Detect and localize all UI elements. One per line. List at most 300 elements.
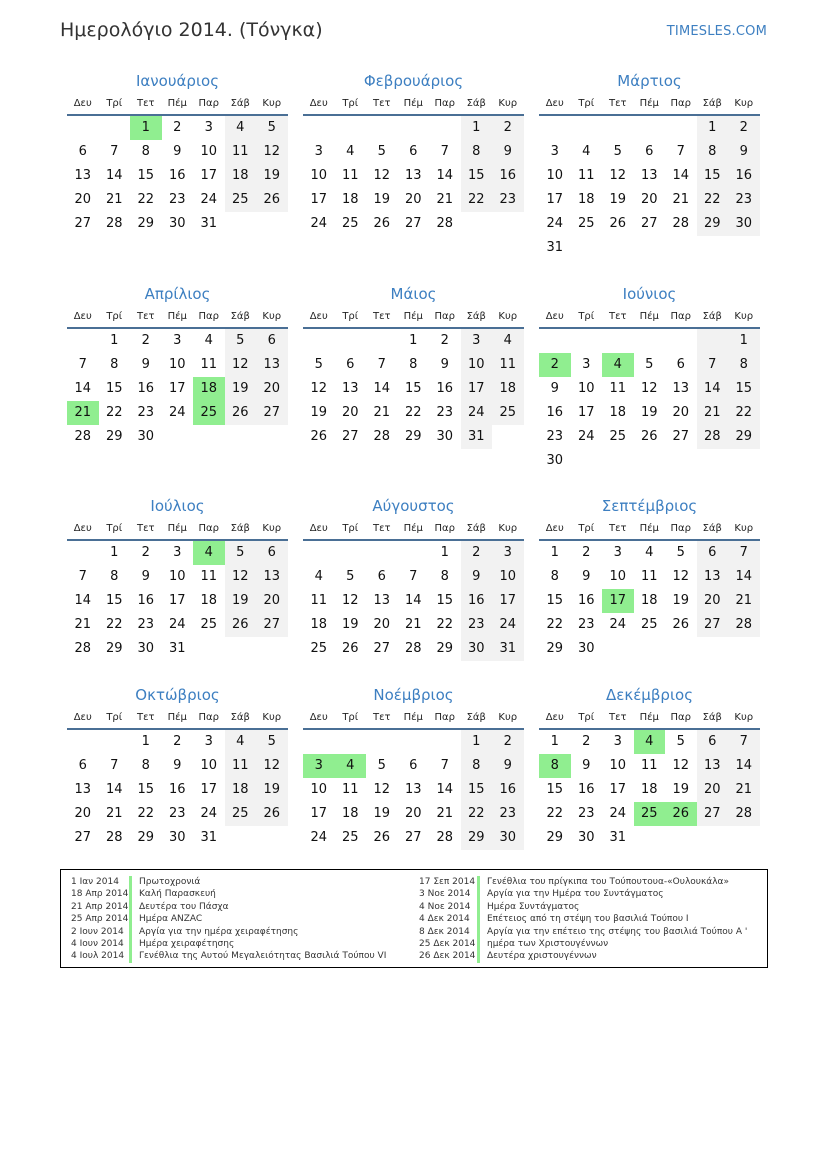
- empty-cell: [193, 637, 225, 661]
- day-cell: 11: [310, 593, 328, 608]
- day-cell: 15: [137, 168, 155, 183]
- weekday-label: Κυρ: [498, 523, 518, 534]
- day-cell: 15: [546, 593, 564, 608]
- day-cell: 14: [672, 168, 690, 183]
- empty-cell: [303, 541, 335, 565]
- days-grid: [539, 116, 760, 260]
- weekday-label: Σάβ: [702, 712, 722, 723]
- day-cell: 11: [640, 758, 658, 773]
- weekday-label: Σάβ: [230, 523, 250, 534]
- holiday-row: [71, 926, 386, 938]
- day-cell: 2: [461, 541, 493, 565]
- day-cell: 14: [74, 593, 92, 608]
- day-cell: 28: [697, 425, 729, 449]
- days-grid: [303, 329, 524, 449]
- weekday-label: Τρί: [578, 311, 595, 322]
- day-cell: 20: [697, 589, 729, 613]
- day-cell: 27: [404, 830, 422, 845]
- holiday-marker: [477, 876, 480, 888]
- weekday-label: Τρί: [106, 523, 123, 534]
- day-cell: 7: [697, 353, 729, 377]
- day-cell: 2: [141, 333, 150, 348]
- day-cell: 29: [105, 641, 123, 656]
- day-cell: 25: [225, 188, 257, 212]
- day-cell: 17: [200, 168, 218, 183]
- day-cell: 27: [74, 216, 92, 231]
- weekday-label: Σάβ: [466, 98, 486, 109]
- day-cell: 1: [110, 545, 119, 560]
- empty-cell: [665, 236, 697, 260]
- empty-cell: [303, 116, 335, 140]
- day-cell: 21: [728, 589, 760, 613]
- empty-cell: [697, 826, 729, 850]
- day-cell: 15: [137, 782, 155, 797]
- days-grid: [303, 730, 524, 850]
- day-cell: 24: [310, 216, 328, 231]
- empty-cell: [335, 541, 367, 565]
- holidays-column-left: [71, 876, 386, 963]
- weekday-label: Δευ: [545, 98, 564, 109]
- month-calendar: [303, 495, 524, 661]
- day-cell: 14: [436, 782, 454, 797]
- day-cell: 6: [346, 357, 355, 372]
- day-cell: 7: [110, 758, 119, 773]
- day-cell: 8: [110, 569, 119, 584]
- day-cell: 6: [256, 541, 288, 565]
- weekday-header: [67, 706, 288, 730]
- weekday-header: [303, 92, 524, 116]
- day-cell: 22: [404, 405, 422, 420]
- page-title: Ημερολόγιο 2014. (Τόνγκα): [60, 19, 323, 41]
- day-cell: 24: [577, 429, 595, 444]
- day-cell: 20: [74, 192, 92, 207]
- day-cell: 13: [341, 381, 359, 396]
- weekday-label: Παρ: [670, 712, 691, 723]
- day-cell: 6: [645, 144, 654, 159]
- day-cell: 19: [310, 405, 328, 420]
- holiday-marker: [129, 888, 132, 900]
- day-cell: 18: [609, 405, 627, 420]
- day-cell: 26: [373, 830, 391, 845]
- day-cell: 6: [697, 541, 729, 565]
- day-cell: 8: [461, 754, 493, 778]
- weekday-label: Κυρ: [498, 712, 518, 723]
- weekday-label: Σάβ: [702, 98, 722, 109]
- day-cell: 20: [341, 405, 359, 420]
- holiday-name: Επέτειος από τη στέψη του βασιλιά Τούπου I: [487, 914, 689, 925]
- day-cell: 22: [546, 806, 564, 821]
- empty-cell: [256, 826, 288, 850]
- day-cell: 27: [672, 429, 690, 444]
- holiday-name: Αργία για την Ημέρα του Συντάγματος: [487, 889, 664, 900]
- day-cell: 8: [461, 140, 493, 164]
- day-cell: 2: [173, 734, 182, 749]
- holiday-date: 3 Νοε 2014: [419, 889, 471, 900]
- weekday-label: Κυρ: [734, 311, 754, 322]
- day-cell: 15: [461, 164, 493, 188]
- weekday-label: Τετ: [372, 523, 391, 534]
- day-cell: 6: [78, 144, 87, 159]
- holiday-name: Ημέρα ANZAC: [139, 914, 203, 925]
- day-cell: 4: [492, 329, 524, 353]
- day-cell: 23: [137, 405, 155, 420]
- weekday-label: Σάβ: [230, 712, 250, 723]
- day-cell: 21: [672, 192, 690, 207]
- day-cell: 11: [640, 569, 658, 584]
- day-cell: 30: [137, 429, 155, 444]
- weekday-label: Δευ: [73, 523, 92, 534]
- day-cell: 30: [492, 826, 524, 850]
- weekday-label: Πέμ: [639, 523, 659, 534]
- day-cell: 22: [137, 806, 155, 821]
- holiday-date: 4 Ιουλ 2014: [71, 951, 125, 962]
- day-cell: 25: [609, 429, 627, 444]
- day-cell: 31: [461, 425, 493, 449]
- day-cell: 3: [550, 144, 559, 159]
- day-cell: 26: [640, 429, 658, 444]
- day-cell: 18: [200, 593, 218, 608]
- month-title: Ιανουάριος: [135, 72, 219, 90]
- day-cell: 24: [200, 192, 218, 207]
- empty-cell: [225, 826, 257, 850]
- day-cell: 7: [728, 730, 760, 754]
- day-cell: 31: [609, 830, 627, 845]
- day-cell: 28: [105, 830, 123, 845]
- day-cell: 22: [137, 192, 155, 207]
- weekday-header: [539, 305, 760, 329]
- day-cell: 29: [546, 830, 564, 845]
- day-cell: 19: [256, 164, 288, 188]
- day-cell: 25: [225, 802, 257, 826]
- month-title: Μάιος: [390, 285, 437, 303]
- day-cell: 13: [697, 565, 729, 589]
- day-cell: 11: [225, 754, 257, 778]
- empty-cell: [162, 425, 194, 449]
- month-calendar: [539, 495, 760, 661]
- empty-cell: [634, 637, 666, 661]
- day-cell: 22: [436, 617, 454, 632]
- day-cell: 26: [256, 188, 288, 212]
- month-calendar: [303, 283, 524, 449]
- weekday-label: Τετ: [608, 311, 627, 322]
- weekday-label: Τρί: [578, 98, 595, 109]
- day-cell: 28: [74, 429, 92, 444]
- weekday-label: Πέμ: [639, 98, 659, 109]
- day-cell: 4: [314, 569, 323, 584]
- empty-cell: [539, 116, 571, 140]
- day-cell: 18: [225, 164, 257, 188]
- holiday-date: 4 Ιουν 2014: [71, 938, 124, 949]
- holiday-name: Ημέρα χειραφέτησης: [139, 938, 235, 949]
- day-cell: 3: [582, 357, 591, 372]
- day-cell: 5: [645, 357, 654, 372]
- empty-cell: [602, 329, 634, 353]
- holiday-row: [419, 913, 747, 925]
- day-cell: 15: [436, 593, 454, 608]
- holiday-marker: [477, 913, 480, 925]
- day-cell: 3: [173, 333, 182, 348]
- holiday-date: 17 Σεπ 2014: [419, 877, 476, 887]
- weekday-label: Τετ: [136, 311, 155, 322]
- weekday-label: Πέμ: [167, 311, 187, 322]
- empty-cell: [665, 826, 697, 850]
- holiday-date: 25 Δεκ 2014: [419, 938, 476, 949]
- day-cell: 2: [539, 353, 571, 377]
- day-cell: 21: [74, 617, 92, 632]
- weekday-label: Δευ: [73, 712, 92, 723]
- day-cell: 13: [74, 782, 92, 797]
- empty-cell: [602, 236, 634, 260]
- weekday-label: Τρί: [342, 523, 359, 534]
- brand-link[interactable]: TIMESLES.COM: [666, 24, 767, 39]
- day-cell: 12: [256, 140, 288, 164]
- holiday-name: Αργία για την ημέρα χειραφέτησης: [139, 926, 299, 937]
- day-cell: 16: [168, 782, 186, 797]
- day-cell: 26: [609, 216, 627, 231]
- day-cell: 4: [346, 144, 355, 159]
- day-cell: 10: [461, 353, 493, 377]
- day-cell: 17: [461, 377, 493, 401]
- empty-cell: [602, 637, 634, 661]
- day-cell: 5: [346, 569, 355, 584]
- weekday-label: Κυρ: [734, 98, 754, 109]
- day-cell: 9: [173, 758, 182, 773]
- day-cell: 3: [492, 541, 524, 565]
- holiday-marker: [477, 938, 480, 950]
- day-cell: 20: [640, 192, 658, 207]
- day-cell: 23: [546, 429, 564, 444]
- day-cell: 29: [546, 641, 564, 656]
- weekday-header: [539, 92, 760, 116]
- day-cell: 15: [105, 381, 123, 396]
- empty-cell: [398, 541, 430, 565]
- day-cell: 17: [168, 381, 186, 396]
- holiday-date: 21 Απρ 2014: [71, 901, 129, 912]
- day-cell: 8: [141, 144, 150, 159]
- day-cell: 7: [728, 541, 760, 565]
- empty-cell: [256, 637, 288, 661]
- day-cell: 24: [310, 830, 328, 845]
- day-cell: 1: [440, 545, 449, 560]
- day-cell: 7: [440, 144, 449, 159]
- day-cell: 13: [404, 782, 422, 797]
- day-cell: 7: [110, 144, 119, 159]
- day-cell: 9: [173, 144, 182, 159]
- day-cell: 20: [256, 377, 288, 401]
- weekday-label: Παρ: [198, 712, 219, 723]
- weekday-label: Πέμ: [167, 712, 187, 723]
- day-cell: 6: [256, 329, 288, 353]
- day-cell: 14: [728, 754, 760, 778]
- holiday-row: [419, 950, 747, 962]
- empty-cell: [665, 637, 697, 661]
- day-cell: 21: [436, 806, 454, 821]
- weekday-label: Κυρ: [262, 311, 282, 322]
- weekday-label: Τετ: [136, 712, 155, 723]
- holiday-name: ημέρα των Χριστουγέννων: [487, 938, 609, 949]
- weekday-label: Σάβ: [466, 523, 486, 534]
- day-cell: 8: [110, 357, 119, 372]
- day-cell: 14: [105, 168, 123, 183]
- day-cell: 3: [204, 120, 213, 135]
- empty-cell: [335, 329, 367, 353]
- day-cell: 2: [582, 545, 591, 560]
- empty-cell: [665, 329, 697, 353]
- day-cell: 11: [609, 381, 627, 396]
- day-cell: 23: [492, 802, 524, 826]
- day-cell: 13: [672, 381, 690, 396]
- day-cell: 22: [728, 401, 760, 425]
- day-cell: 30: [728, 212, 760, 236]
- day-cell: 23: [168, 192, 186, 207]
- day-cell: 8: [728, 353, 760, 377]
- day-cell: 14: [105, 782, 123, 797]
- day-cell: 7: [409, 569, 418, 584]
- day-cell: 12: [672, 758, 690, 773]
- day-cell: 25: [492, 401, 524, 425]
- day-cell: 18: [492, 377, 524, 401]
- day-cell: 27: [697, 613, 729, 637]
- weekday-label: Τρί: [578, 523, 595, 534]
- weekday-label: Σάβ: [702, 311, 722, 322]
- day-cell: 14: [728, 565, 760, 589]
- day-cell: 18: [341, 192, 359, 207]
- day-cell: 13: [256, 353, 288, 377]
- holiday-name: Ημέρα Συντάγματος: [487, 901, 580, 912]
- empty-cell: [728, 826, 760, 850]
- day-cell: 13: [697, 754, 729, 778]
- day-cell: 8: [539, 754, 571, 778]
- day-cell: 27: [256, 401, 288, 425]
- day-cell: 12: [341, 593, 359, 608]
- weekday-label: Τετ: [372, 712, 391, 723]
- holiday-date: 26 Δεκ 2014: [419, 951, 476, 962]
- holiday-marker: [129, 926, 132, 938]
- day-cell: 18: [640, 593, 658, 608]
- empty-cell: [366, 541, 398, 565]
- empty-cell: [539, 329, 571, 353]
- day-cell: 9: [440, 357, 449, 372]
- day-cell: 16: [436, 381, 454, 396]
- weekday-label: Κυρ: [498, 98, 518, 109]
- empty-cell: [67, 329, 99, 353]
- empty-cell: [303, 329, 335, 353]
- day-cell: 16: [577, 593, 595, 608]
- day-cell: 26: [310, 429, 328, 444]
- day-cell: 23: [461, 613, 493, 637]
- day-cell: 31: [168, 641, 186, 656]
- holiday-marker: [477, 901, 480, 913]
- month-title: Μάρτιος: [617, 72, 682, 90]
- day-cell: 15: [728, 377, 760, 401]
- holiday-marker: [129, 950, 132, 962]
- month-calendar: [67, 684, 288, 850]
- holiday-marker: [129, 876, 132, 888]
- empty-cell: [634, 236, 666, 260]
- day-cell: 25: [341, 830, 359, 845]
- empty-cell: [728, 236, 760, 260]
- day-cell: 1: [461, 730, 493, 754]
- empty-cell: [634, 329, 666, 353]
- day-cell: 3: [314, 144, 323, 159]
- day-cell: 15: [461, 778, 493, 802]
- month-calendar: [539, 283, 760, 473]
- day-cell: 18: [193, 377, 225, 401]
- day-cell: 19: [609, 192, 627, 207]
- holiday-marker: [477, 888, 480, 900]
- day-cell: 5: [613, 144, 622, 159]
- weekday-label: Τρί: [342, 311, 359, 322]
- day-cell: 26: [672, 617, 690, 632]
- day-cell: 17: [168, 593, 186, 608]
- weekday-label: Τρί: [106, 712, 123, 723]
- day-cell: 1: [550, 734, 559, 749]
- weekday-label: Πέμ: [639, 712, 659, 723]
- day-cell: 17: [609, 782, 627, 797]
- day-cell: 6: [409, 144, 418, 159]
- empty-cell: [398, 730, 430, 754]
- weekday-label: Δευ: [309, 98, 328, 109]
- month-title: Απρίλιος: [144, 285, 211, 303]
- holiday-marker: [129, 913, 132, 925]
- day-cell: 27: [341, 429, 359, 444]
- day-cell: 11: [341, 168, 359, 183]
- day-cell: 12: [310, 381, 328, 396]
- day-cell: 14: [74, 381, 92, 396]
- weekday-label: Τρί: [106, 311, 123, 322]
- day-cell: 31: [200, 830, 218, 845]
- weekday-label: Δευ: [309, 712, 328, 723]
- empty-cell: [366, 116, 398, 140]
- weekday-label: Δευ: [73, 98, 92, 109]
- day-cell: 3: [613, 545, 622, 560]
- day-cell: 15: [697, 164, 729, 188]
- weekday-label: Κυρ: [262, 98, 282, 109]
- empty-cell: [256, 425, 288, 449]
- holiday-row: [71, 888, 386, 900]
- empty-cell: [665, 449, 697, 473]
- weekday-header: [67, 517, 288, 541]
- day-cell: 15: [404, 381, 422, 396]
- day-cell: 9: [141, 569, 150, 584]
- day-cell: 7: [78, 569, 87, 584]
- day-cell: 17: [602, 589, 634, 613]
- empty-cell: [303, 730, 335, 754]
- day-cell: 8: [440, 569, 449, 584]
- weekday-label: Παρ: [198, 98, 219, 109]
- holiday-date: 2 Ιουν 2014: [71, 926, 124, 937]
- day-cell: 9: [461, 565, 493, 589]
- empty-cell: [366, 730, 398, 754]
- day-cell: 22: [546, 617, 564, 632]
- weekday-label: Παρ: [434, 98, 455, 109]
- weekday-label: Τετ: [372, 98, 391, 109]
- day-cell: 16: [461, 589, 493, 613]
- day-cell: 20: [373, 617, 391, 632]
- day-cell: 8: [550, 569, 559, 584]
- day-cell: 16: [137, 381, 155, 396]
- holiday-row: [419, 876, 747, 888]
- weekday-label: Σάβ: [230, 98, 250, 109]
- day-cell: 18: [640, 782, 658, 797]
- day-cell: 13: [256, 565, 288, 589]
- day-cell: 28: [74, 641, 92, 656]
- weekday-label: Τετ: [608, 712, 627, 723]
- day-cell: 2: [173, 120, 182, 135]
- weekday-label: Παρ: [434, 523, 455, 534]
- weekday-label: Δευ: [545, 712, 564, 723]
- day-cell: 7: [78, 357, 87, 372]
